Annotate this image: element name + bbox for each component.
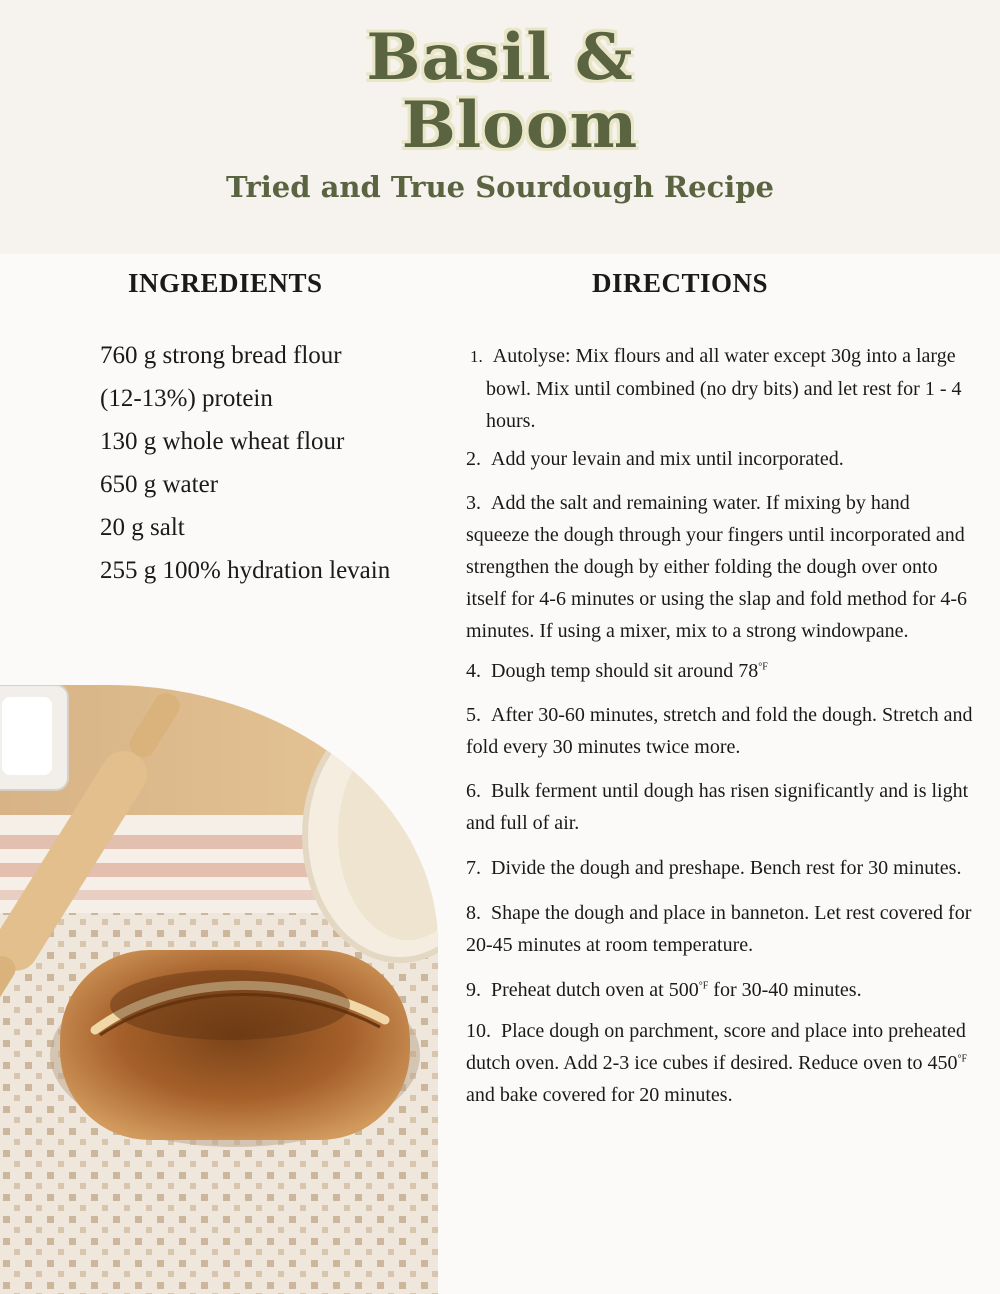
ingredient-item: (12-13%) protein [100,385,273,412]
degree-unit: °F [758,661,768,673]
direction-step-5: 5. After 30-60 minutes, stretch and fold the dough. Stretch and fold every 30 minutes twice more. [466,704,973,758]
sourdough-loaf-photo [0,685,438,1294]
ingredient-item: 20 g salt [100,514,185,541]
directions-heading: DIRECTIONS [592,268,769,298]
ingredient-item: 650 g water [100,471,219,498]
direction-step-3: 3. Add the salt and remaining water. If mixing by hand squeeze the dough through your fingers until incorporated and strengthen the dough by either folding the dough over onto itself for 4-6 minutes or using the slap and fold method for 4-6 minutes. If using a mixer, mix to a strong windowpane. [466,492,968,642]
brand-logo-line-2: Bloom [401,88,639,163]
direction-step-8: 8. Shape the dough and place in banneton. Let rest covered for 20-45 minutes at room temperature. [466,902,972,956]
degree-unit: °F [698,980,709,992]
direction-step-9: 9. Preheat dutch oven at $500^{^\circ F}$ for 30-40 minutes. [466,979,862,1001]
ingredients-heading: INGREDIENTS [128,268,323,298]
directions-list [466,340,976,1111]
ingredient-item: 255 g 100% hydration levain [100,557,391,584]
degree-unit: °F [957,1053,968,1065]
direction-step-1: 1. Autolyse: Mix flours and all water except 30g into a large bowl. Mix until combined (no dry bits) and let rest for 1 - 4 hours. [470,345,962,432]
direction-step-6: 6. Bulk ferment until dough has risen significantly and is light and full of air. [466,780,969,834]
brand-logo-line-1: Basil & [366,20,634,95]
direction-step-4: 4. Dough temp should sit around $78^{^\circ F}$ [466,660,768,682]
direction-step-10: 10. Place dough on parchment, score and place into preheated dutch oven. Add 2-3 ice cubes if desired. Reduce oven to $450^{^\circ F}$ and bake covered for 20 minutes. [466,1020,968,1106]
bread-illustration [0,685,438,1294]
direction-step-7: 7. Divide the dough and preshape. Bench rest for 30 minutes. [466,857,962,879]
direction-step-2: 2. Add your levain and mix until incorporated. [466,448,844,470]
ingredient-item: 760 g strong bread flour [100,342,342,369]
recipe-title: Tried and True Sourdough Recipe [226,170,774,204]
ingredient-item: 130 g whole wheat flour [100,428,345,455]
ingredients-list [100,334,440,592]
